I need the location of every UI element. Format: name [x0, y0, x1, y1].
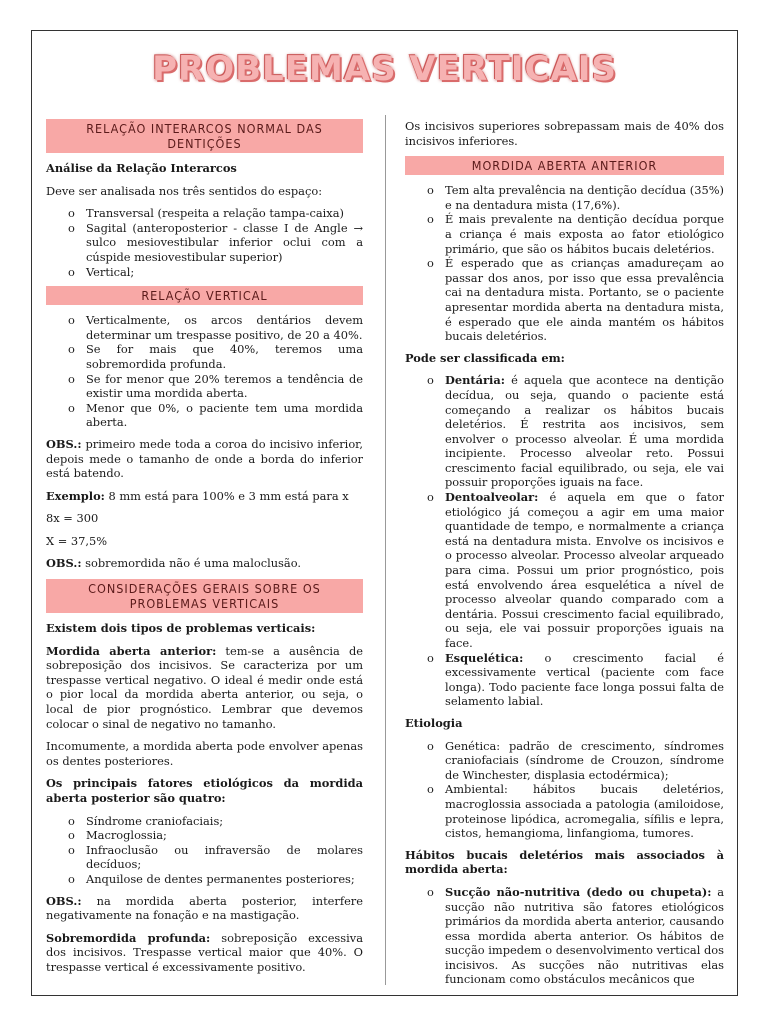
top-paragraph: Os incisivos superiores sobrepassam mais de 40% dos incisivos inferiores.: [405, 119, 724, 148]
obs-paragraph: OBS.: sobremordida não é uma maloclusão.: [46, 556, 301, 571]
etiologia-title: Etiologia: [405, 715, 463, 730]
incomum-paragraph: Incomumente, a mordida aberta pode envolver apenas os dentes posteriores.: [46, 739, 363, 768]
list-item: o Se for menor que 20% teremos a tendência de existir uma mordida aberta.: [46, 372, 363, 401]
analise-text: Deve ser analisada nos três sentidos do espaço:: [46, 183, 323, 198]
document-page: [31, 30, 738, 996]
classif-title: Pode ser classificada em:: [405, 350, 565, 365]
list-item: o Genética: padrão de crescimento, síndromes craniofaciais (síndrome de Crouzon, síndrome de Winchester, displasia ectodérmica);: [405, 739, 724, 783]
list-item: o Tem alta prevalência na dentição decídua (35%) e na dentadura mista (17,6%).: [405, 183, 724, 212]
page-title: PROBLEMAS VERTICAIS: [152, 49, 617, 89]
left-column: [46, 119, 363, 983]
obs-paragraph: OBS.: primeiro mede toda a coroa do incisivo inferior, depois mede o tamanho de onde a borda do inferior está batendo.: [46, 436, 363, 481]
list-item: o É esperado que as crianças amadureçam ao passar dos anos, por isso que essa prevalência cai na dentadura mista. Portanto, se o paciente apresentar mordida aberta na dentadura mista, é esperado que ele ainda mantém os hábitos bucais deletérios.: [405, 256, 724, 344]
list-item: o Anquilose de dentes permanentes posteriores;: [46, 872, 363, 887]
list-item: o Dentária: é aquela que acontece na dentição decídua, ou seja, quando o paciente está começando a realizar os hábitos bucais deletérios. É restrita aos incisivos, sem envolver o processo alveolar. É uma mordida incipiente. Processo alveolar reto. Possui crescimento facial equilibrado, ou seja, ele vai possuir proporções iguais na face.: [405, 373, 724, 490]
section-header-relacao-interarcos: RELAÇÃO INTERARCOS NORMAL DAS DENTIÇÕES: [46, 119, 363, 153]
sentidos-list: [46, 206, 363, 279]
fatores-title: Os principais fatores etiológicos da mordida aberta posterior são quatro:: [46, 776, 363, 805]
section-header-mordida-aberta-anterior: MORDIDA ABERTA ANTERIOR: [405, 156, 724, 175]
column-divider: [385, 115, 386, 985]
section-header-relacao-vertical: RELAÇÃO VERTICAL: [46, 286, 363, 305]
calc-line: X = 37,5%: [46, 533, 108, 548]
list-item: o Ambiental: hábitos bucais deletérios, macroglossia associada a patologia (amiloidose, proteinose lipódica, acromegalia, sífilis e lepra, cistos, hemangioma, linfangioma, tumores.: [405, 782, 724, 840]
list-item: o Transversal (respeita a relação tampa-caixa): [46, 206, 363, 221]
list-item: o Verticalmente, os arcos dentários devem determinar um trespasse positivo, de 20 a 40%.: [46, 313, 363, 342]
list-item: o Menor que 0%, o paciente tem uma mordida aberta.: [46, 401, 363, 430]
list-item: o Sucção não-nutritiva (dedo ou chupeta): a sucção não nutritiva são fatores etiológicos primários da mordida aberta anterior, causando essa mordida aberta anterior. Os hábitos de sucção impedem o desenvolvimento vertical dos incisivos. As sucções não nutritivas elas funcionam como obstáculos mecânicos que: [405, 885, 724, 987]
maa-list: [405, 183, 724, 344]
list-item: o Macroglossia;: [46, 828, 363, 843]
vertical-list: [46, 313, 363, 430]
exemplo-paragraph: Exemplo: 8 mm está para 100% e 3 mm está para x: [46, 488, 349, 503]
section-header-consideracoes: CONSIDERAÇÕES GERAIS SOBRE OS PROBLEMAS VERTICAIS: [46, 579, 363, 613]
list-item: o Se for mais que 40%, teremos uma sobremordida profunda.: [46, 342, 363, 371]
calc-line: 8x = 300: [46, 511, 99, 526]
sobremordida-paragraph: Sobremordida profunda: sobreposição excessiva dos incisivos. Trespasse vertical maior que 40%. O trespasse vertical é excessivamente positivo.: [46, 930, 363, 974]
list-item: o Síndrome craniofaciais;: [46, 814, 363, 829]
list-item: o Vertical;: [46, 265, 363, 280]
classif-list: [405, 373, 724, 709]
list-item: o Esquelética: o crescimento facial é excessivamente vertical (paciente com face longa). Todo paciente face longa possui falta de selamento labial.: [405, 651, 724, 709]
list-item: o É mais prevalente na dentição decídua porque a criança é mais exposta ao fator etiológico primário, que são os hábitos bucais deletérios.: [405, 212, 724, 256]
obs-paragraph: OBS.: na mordida aberta posterior, interfere negativamente na fonação e na mastigação.: [46, 893, 363, 923]
fatores-list: [46, 814, 363, 887]
habitos-list: [405, 885, 724, 987]
habitos-title: Hábitos bucais deletérios mais associados à mordida aberta:: [405, 847, 724, 877]
maa-paragraph: Mordida aberta anterior: tem-se a ausência de sobreposição dos incisivos. Se caracteriza por um trespasse vertical negativo. O ideal é medir onde está o pior local da mordida aberta anterior, ou seja, o local de pior prognóstico. Lembrar que devemos colocar o sinal de negativo no tamanho.: [46, 643, 363, 731]
right-column: [405, 119, 724, 994]
list-item: o Infraoclusão ou infraversão de molares decíduos;: [46, 843, 363, 872]
tipos-title: Existem dois tipos de problemas verticais:: [46, 621, 316, 636]
list-item: o Sagital (anteroposterior - classe I de Angle → sulco mesiovestibular inferior oclui com a cúspide mesiovestibular superior): [46, 221, 363, 265]
analise-title: Análise da Relação Interarcos: [46, 161, 237, 175]
list-item: o Dentoalveolar: é aquela em que o fator etiológico já começou a agir em uma maior quantidade de tempo, e normalmente a criança está na dentadura mista. Envolve os incisivos e o processo alveolar. Processo alveolar arqueado para cima. Possui um prior prognóstico, pois está envolvendo área esquelética a nível de processo alveolar quando comparado com a dentária. Possui crescimento facial equilibrado, ou seja, ele vai possuir proporções iguais na face.: [405, 490, 724, 651]
etiologia-list: [405, 739, 724, 841]
